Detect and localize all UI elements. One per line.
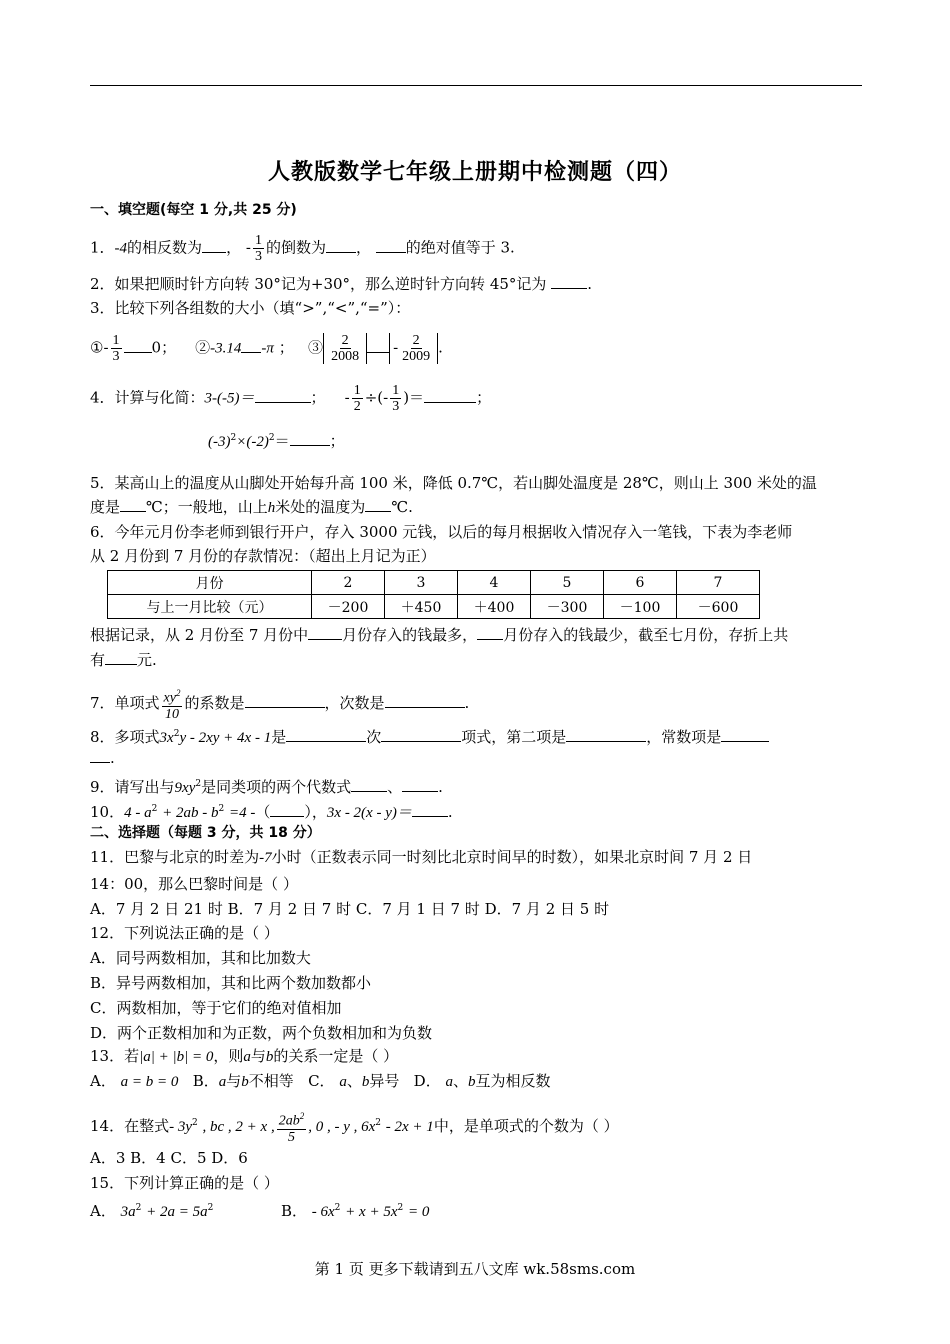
header-rule xyxy=(90,85,862,86)
question-12: 12．下列说法正确的是（ ） xyxy=(90,924,279,942)
question-11-line-1: 11．巴黎与北京的时差为-7小时（正数表示同一时刻比北京时间早的时数），如果北京时间 7 月 2 日 xyxy=(90,848,753,866)
question-2: 2．如果把顺时针方向转 30°记为+30°，那么逆时针方向转 45°记为 . xyxy=(90,275,592,293)
table-cell: 7 xyxy=(677,571,760,595)
question-12-option-b: B．异号两数相加，其和比两个数加数都小 xyxy=(90,974,372,992)
deposit-table xyxy=(107,570,760,619)
table-cell: ＋450 xyxy=(385,595,458,619)
question-10: 10．$4 - a^2 + 2ab - b^2 =4$ -（ ），3x - 2(x - y)＝ . xyxy=(90,803,453,821)
question-13-options: A． a = b = 0 B．a与b不相等 C． a、b异号 D． a、b互为相反数 xyxy=(90,1072,551,1090)
question-4: 4．计算与化简：3-(-5)＝ ； - $\frac{1}{2}$ ÷(- $\frac{1}{3}$ )＝ ； xyxy=(90,383,492,414)
question-8-line-2: . xyxy=(90,748,115,768)
table-cell: ＋400 xyxy=(458,595,531,619)
question-6-line-4: 有 元. xyxy=(90,651,157,669)
table-header-cell: 与上一月比较（元） xyxy=(108,595,312,619)
table-cell: 5 xyxy=(531,571,604,595)
question-14: 14．在整式- $3y^2$ , bc , 2 + x , $\frac{2ab^2}{5}$ , 0 , - y , $6x^2 - 2x + 1$中，是单项式的个数为（ ） xyxy=(90,1111,619,1145)
question-12-option-a: A．同号两数相加，其和比加数大 xyxy=(90,949,311,967)
table-cell: －200 xyxy=(312,595,385,619)
table-cell: －600 xyxy=(677,595,760,619)
table-cell: 3 xyxy=(385,571,458,595)
question-8: 8．多项式$3x^2y - 2xy + 4x - 1$是 次 项式，第二项是 ，常数项是 xyxy=(90,724,769,748)
section-2-heading: 二、选择题（每题 3 分，共 18 分） xyxy=(90,825,321,841)
table-cell: 6 xyxy=(604,571,677,595)
table-row xyxy=(108,595,760,619)
question-5-line-1: 5．某高山上的温度从山脚处开始每升高 100 米，降低 0.7℃，若山脚处温度是 28℃，则山上 300 米处的温 xyxy=(90,474,817,492)
question-13: 13．若|a| + |b| = 0，则a与b的关系一定是（ ） xyxy=(90,1047,399,1065)
question-1: 1．-4的相反数为 ， - $\frac{1}{3}$ 的倒数为 ， 的绝对值等于 3. xyxy=(90,233,515,264)
question-3-items: ①- $\frac{1}{3}$ 0； ②-3.14 -π ； ③ $\frac{2}{2008}$ - $\frac{2}{2009}$ . xyxy=(90,333,443,364)
question-11-options: A．7 月 2 日 21 时 B．7 月 2 日 7 时 C．7 月 1 日 7 时 D．7 月 2 日 5 时 xyxy=(90,900,610,918)
table-cell: 4 xyxy=(458,571,531,595)
page-title: 人教版数学七年级上册期中检测题（四） xyxy=(267,160,682,185)
question-5-line-2: 度是 ℃；一般地，山上h米处的温度为 ℃. xyxy=(90,498,413,516)
question-7: 7．单项式 $\frac{xy^2}{10}$ 的系数是 ，次数是 . xyxy=(90,688,470,722)
question-12-option-d: D．两个正数相加和为正数，两个负数相加和为负数 xyxy=(90,1024,433,1042)
question-11-line-2: 14：00，那么巴黎时间是（ ） xyxy=(90,875,298,893)
question-4-line-2: $(-3)^2\times(-2)^2=$ ； xyxy=(208,432,345,450)
question-6-line-1: 6．今年元月份李老师到银行开户，存入 3000 元钱，以后的每月根据收入情况存入一笔钱，下表为李老师 xyxy=(90,523,793,541)
question-3: 3．比较下列各组数的大小（填“>”,“<”,“=”）： xyxy=(90,299,411,317)
question-15-options: A． $3a^2 + 2a = 5a^2$ B． - $6x^2 + x + 5x^2 = 0$ xyxy=(90,1202,430,1220)
question-6-line-2: 从 2 月份到 7 月份的存款情况：（超出上月记为正） xyxy=(90,547,436,565)
question-14-options: A．3 B．4 C．5 D．6 xyxy=(90,1149,248,1167)
table-row xyxy=(108,571,760,595)
table-header-cell: 月份 xyxy=(108,571,312,595)
table-cell: －300 xyxy=(531,595,604,619)
table-cell: 2 xyxy=(312,571,385,595)
section-1-heading: 一、填空题(每空 1 分,共 25 分) xyxy=(90,202,297,218)
question-12-option-c: C．两数相加，等于它们的绝对值相加 xyxy=(90,999,342,1017)
question-15: 15．下列计算正确的是（ ） xyxy=(90,1174,279,1192)
page-footer: 第 1 页 更多下载请到五八文库 wk.58sms.com xyxy=(314,1260,636,1278)
question-9: 9．请写出与$9xy^2$是同类项的两个代数式 、 . xyxy=(90,778,443,796)
table-cell: －100 xyxy=(604,595,677,619)
question-6-line-3: 根据记录，从 2 月份至 7 月份中 月份存入的钱最多， 月份存入的钱最少，截至七月份，存折上共 xyxy=(90,626,789,644)
